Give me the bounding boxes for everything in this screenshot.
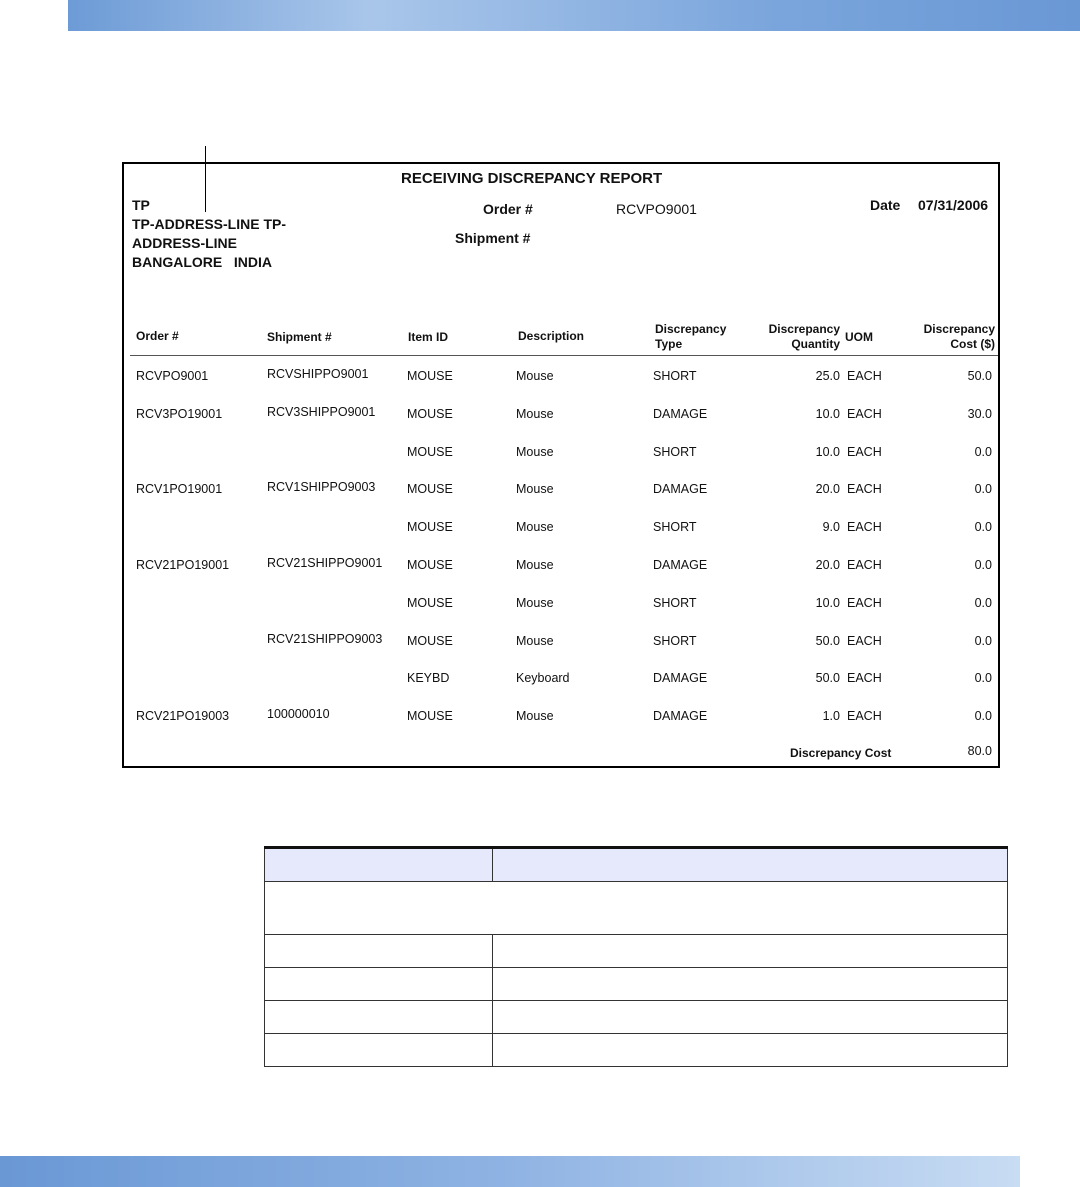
table-row xyxy=(124,520,998,540)
cell-uom: EACH xyxy=(847,633,882,648)
cell-desc: Mouse xyxy=(516,406,554,421)
table-cell xyxy=(265,882,1008,935)
cell-qty: 20.0 xyxy=(815,558,840,572)
cell-desc: Mouse xyxy=(516,558,554,572)
cell-shipment: RCV21SHIPPO9001 xyxy=(267,556,383,570)
col-discrepancy-type: Discrepancy Type xyxy=(655,322,727,351)
cell-desc: Mouse xyxy=(516,520,554,535)
address-line: BANGALORE INDIA xyxy=(132,254,272,270)
table-cell xyxy=(493,1034,1008,1067)
cell-item: MOUSE xyxy=(407,482,453,497)
table-row xyxy=(124,404,998,427)
table-row xyxy=(124,369,998,389)
cell-uom: EACH xyxy=(847,520,882,535)
table-cell xyxy=(265,1001,493,1034)
cell-qty: 25.0 xyxy=(815,369,840,383)
table-row xyxy=(124,558,998,578)
shipment-label: Shipment # xyxy=(455,230,531,246)
cell-item: MOUSE xyxy=(407,595,453,610)
table-row xyxy=(265,1034,1008,1067)
address-line: TP-ADDRESS-LINE TP- xyxy=(132,216,286,232)
cell-item: MOUSE xyxy=(407,444,453,459)
table-row xyxy=(265,968,1008,1001)
cell-shipment: 100000010 xyxy=(267,707,330,722)
cell-qty: 1.0 xyxy=(822,709,840,724)
cell-item: MOUSE xyxy=(407,558,453,572)
cell-uom: EACH xyxy=(847,558,882,572)
table-cell xyxy=(265,935,493,968)
col-description: Description xyxy=(518,329,585,343)
cell-type: DAMAGE xyxy=(653,406,708,421)
col-discrepancy-quantity: Discrepancy Quantity xyxy=(768,322,840,351)
table-cell xyxy=(493,935,1008,968)
order-label: Order # xyxy=(483,201,533,217)
cell-shipment: RCV21SHIPPO9003 xyxy=(267,631,383,646)
cell-qty: 50.0 xyxy=(815,671,840,686)
cell-type: SHORT xyxy=(653,444,697,459)
table-row xyxy=(124,482,998,502)
cell-qty: 10.0 xyxy=(815,595,840,610)
table-cell xyxy=(493,968,1008,1001)
table-header-cell xyxy=(493,848,1008,882)
cell-type: DAMAGE xyxy=(653,558,708,572)
cell-cost: 0.0 xyxy=(974,633,992,648)
cell-type: SHORT xyxy=(653,369,697,383)
top-header-band xyxy=(68,0,1080,31)
table-header-cell xyxy=(265,848,493,882)
table-header-row xyxy=(265,848,1008,882)
cell-qty: 9.0 xyxy=(822,520,840,535)
cell-cost: 30.0 xyxy=(967,406,992,421)
table-row xyxy=(124,596,998,616)
cell-order: RCV1PO19001 xyxy=(136,482,223,497)
cell-uom: EACH xyxy=(847,482,882,497)
cell-uom: EACH xyxy=(847,406,882,421)
cell-desc: Mouse xyxy=(516,369,554,383)
table-row xyxy=(124,671,998,691)
cell-type: DAMAGE xyxy=(653,482,708,497)
cell-order: RCV3PO19001 xyxy=(136,406,223,421)
cell-cost: 0.0 xyxy=(974,671,992,686)
cell-desc: Mouse xyxy=(516,482,554,497)
cell-shipment: RCVSHIPPO9001 xyxy=(267,367,369,381)
col-order: Order # xyxy=(136,329,179,343)
cell-item: MOUSE xyxy=(407,520,453,535)
cell-item: MOUSE xyxy=(407,406,453,421)
cell-item: MOUSE xyxy=(407,709,453,724)
cell-item: MOUSE xyxy=(407,369,453,383)
cell-cost: 0.0 xyxy=(974,595,992,610)
order-value: RCVPO9001 xyxy=(616,201,697,217)
cell-item: MOUSE xyxy=(407,633,453,648)
col-uom: UOM xyxy=(845,330,873,344)
cell-desc: Keyboard xyxy=(516,671,570,686)
cell-cost: 0.0 xyxy=(974,520,992,535)
report-title: RECEIVING DISCREPANCY REPORT xyxy=(401,170,663,187)
cell-shipment: RCV1SHIPPO9003 xyxy=(267,480,376,495)
cell-type: SHORT xyxy=(653,520,697,535)
address-block xyxy=(132,196,286,272)
table-cell xyxy=(265,1034,493,1067)
cell-desc: Mouse xyxy=(516,444,554,459)
reference-table xyxy=(264,846,1008,1067)
cell-type: DAMAGE xyxy=(653,709,708,724)
table-row xyxy=(265,882,1008,935)
cell-qty: 50.0 xyxy=(815,633,840,648)
table-row xyxy=(265,935,1008,968)
address-line: ADDRESS-LINE xyxy=(132,235,238,251)
cell-uom: EACH xyxy=(847,671,882,686)
cell-type: SHORT xyxy=(653,595,697,610)
cell-cost: 0.0 xyxy=(974,709,992,724)
table-row xyxy=(124,631,998,654)
header-rule xyxy=(130,355,998,356)
cell-desc: Mouse xyxy=(516,595,554,610)
cell-order: RCV21PO19003 xyxy=(136,709,230,724)
cell-item: KEYBD xyxy=(407,671,450,686)
cell-uom: EACH xyxy=(847,369,882,383)
cell-cost: 50.0 xyxy=(967,369,992,383)
col-item-id: Item ID xyxy=(408,330,449,344)
col-discrepancy-cost: Discrepancy Cost ($) xyxy=(923,322,995,351)
table-cell xyxy=(493,1001,1008,1034)
cell-uom: EACH xyxy=(847,595,882,610)
cell-type: DAMAGE xyxy=(653,671,708,686)
table-row xyxy=(265,1001,1008,1034)
cell-shipment: RCV3SHIPPO9001 xyxy=(267,404,376,419)
date-value: 07/31/2006 xyxy=(918,197,989,213)
cell-cost: 0.0 xyxy=(974,482,992,497)
cell-uom: EACH xyxy=(847,709,882,724)
cell-order: RCV21PO19001 xyxy=(136,558,230,572)
cell-type: SHORT xyxy=(653,633,697,648)
total-label: Discrepancy Cost xyxy=(790,746,892,760)
cell-qty: 10.0 xyxy=(815,406,840,421)
col-shipment: Shipment # xyxy=(267,330,332,344)
table-row xyxy=(124,445,998,465)
cell-cost: 0.0 xyxy=(974,558,992,572)
table-row xyxy=(124,709,998,729)
total-value: 80.0 xyxy=(967,744,992,758)
cell-desc: Mouse xyxy=(516,709,554,724)
receiving-discrepancy-report xyxy=(122,162,1000,768)
cell-qty: 20.0 xyxy=(815,482,840,497)
address-line: TP xyxy=(132,197,150,213)
cell-uom: EACH xyxy=(847,444,882,459)
date-label: Date xyxy=(870,197,901,213)
cell-desc: Mouse xyxy=(516,633,554,648)
bottom-footer-band xyxy=(0,1156,1020,1187)
cell-order: RCVPO9001 xyxy=(136,369,209,383)
cell-qty: 10.0 xyxy=(815,444,840,459)
table-cell xyxy=(265,968,493,1001)
cell-cost: 0.0 xyxy=(974,444,992,459)
